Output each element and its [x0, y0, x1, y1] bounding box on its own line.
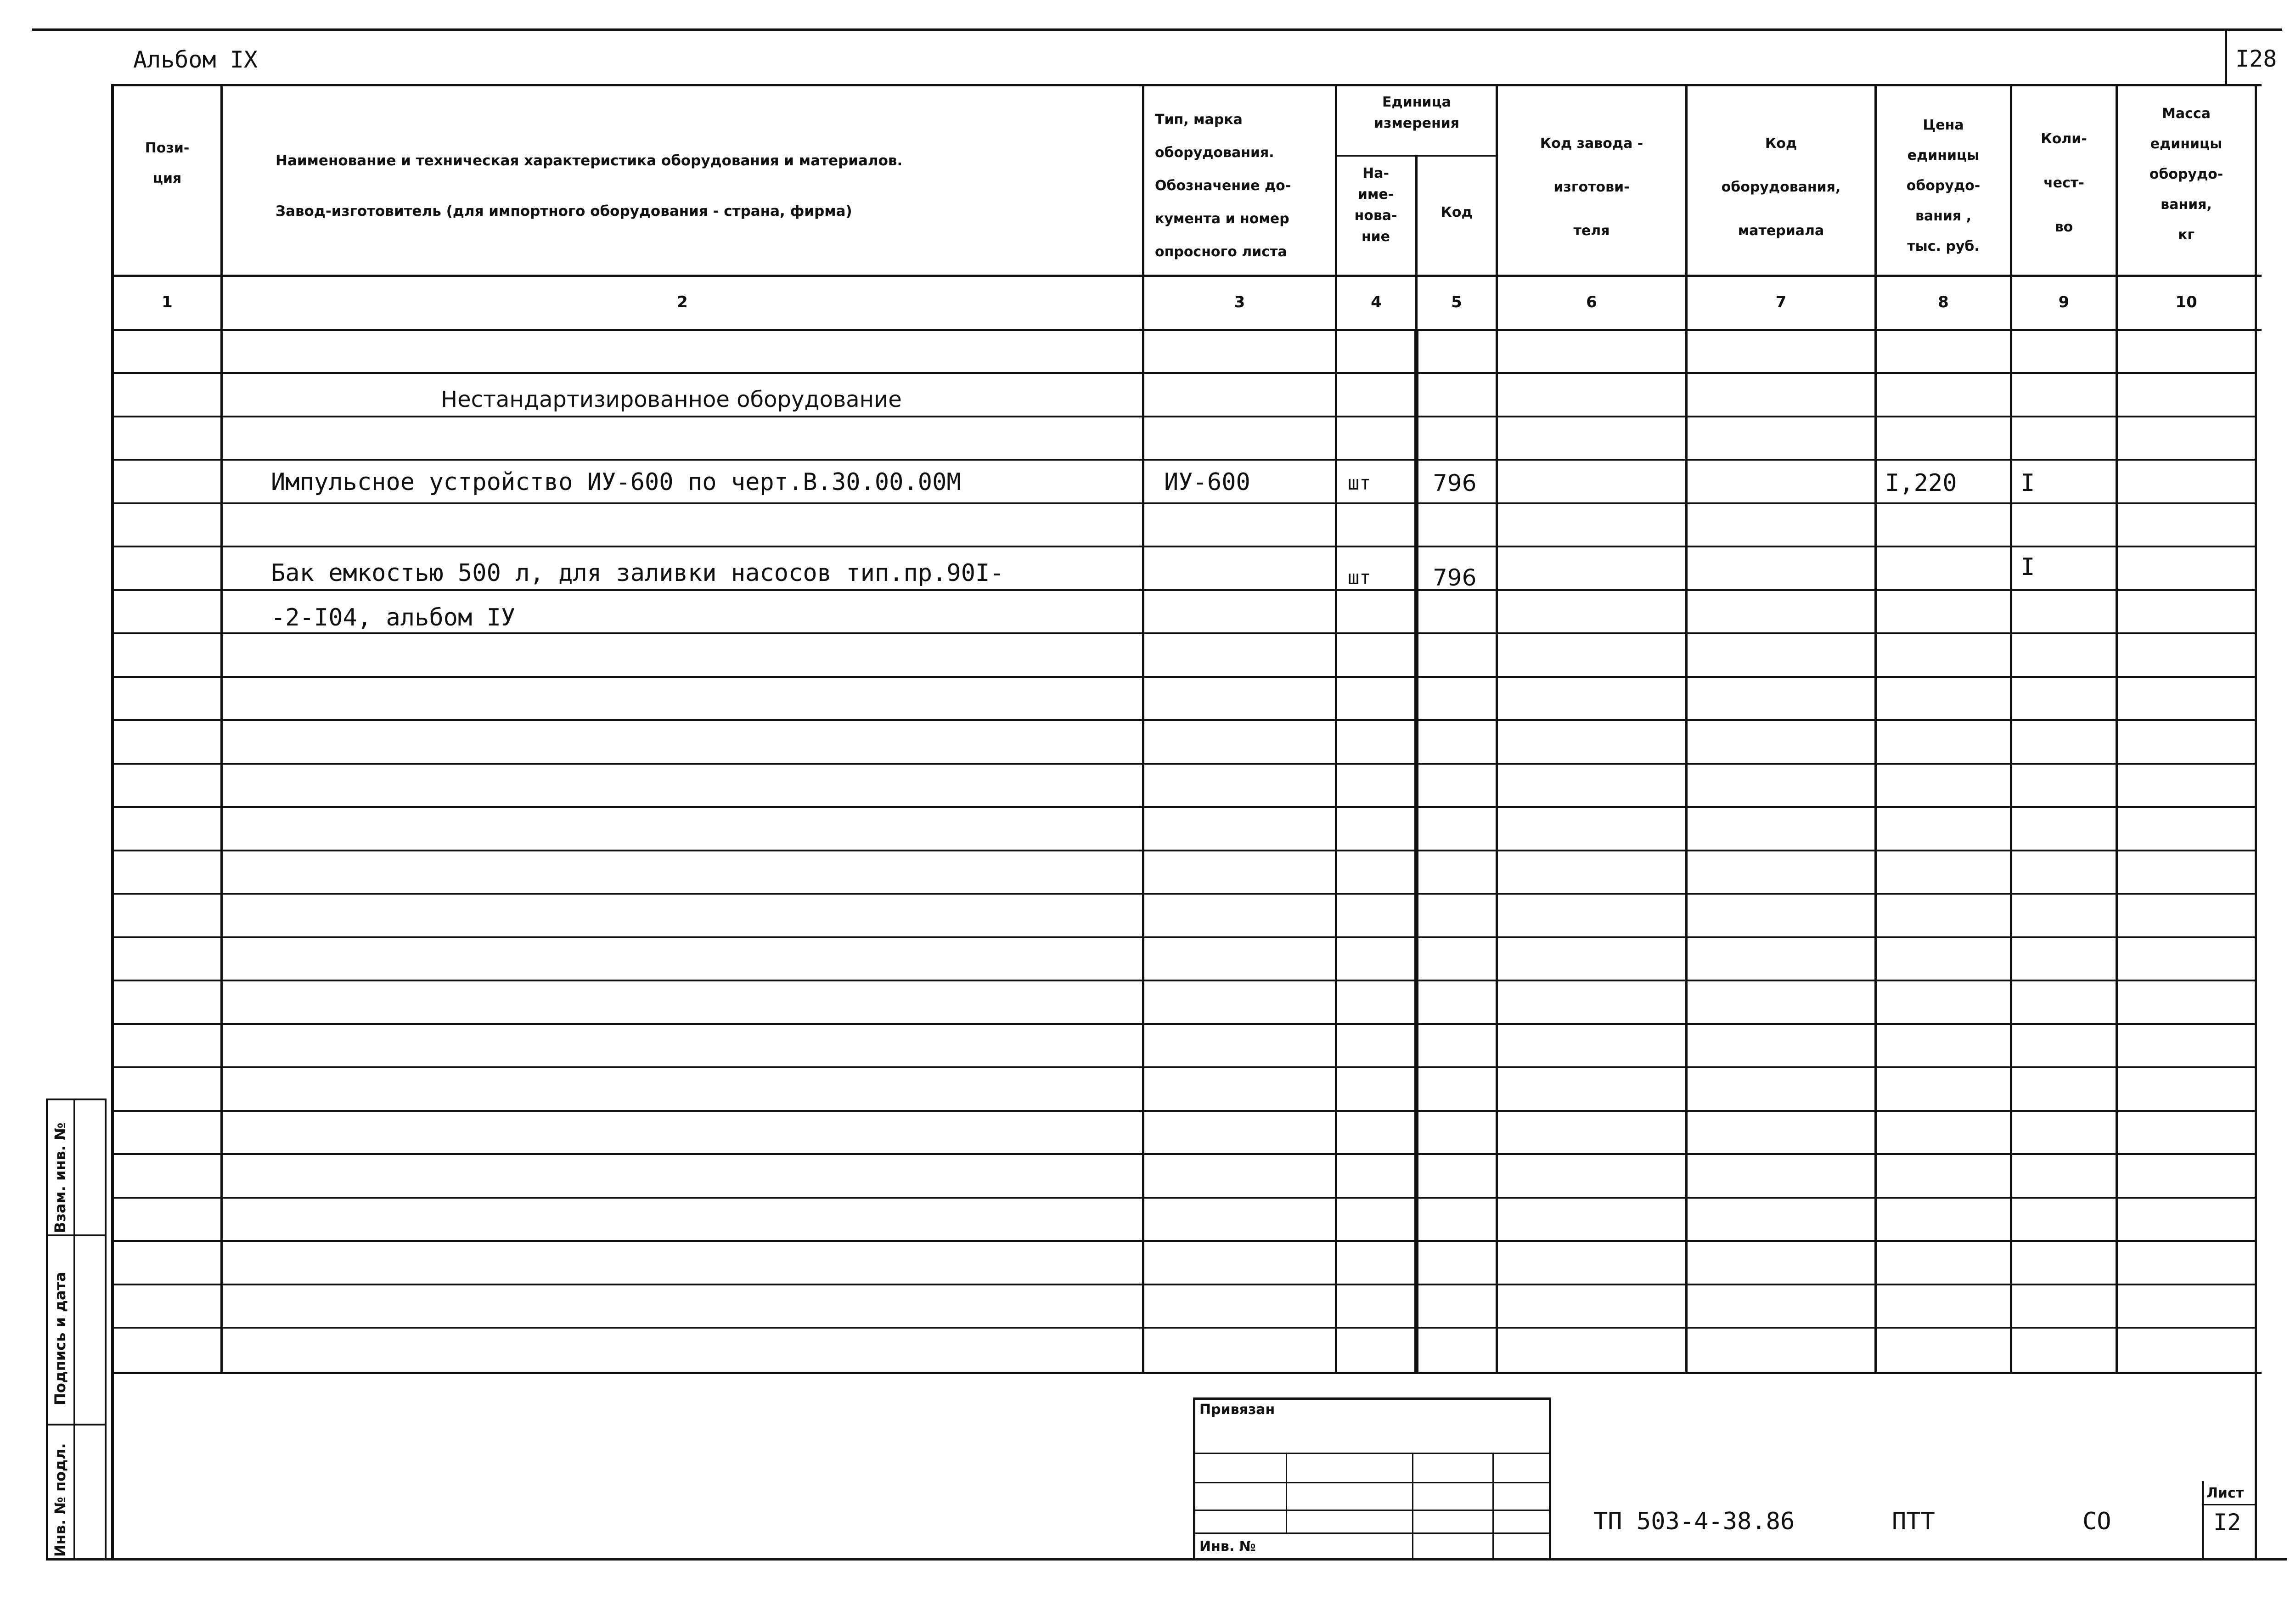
tb-box-top: [1193, 1397, 1551, 1400]
stamp-bottom-line: [46, 1558, 2287, 1561]
table-row-line: [113, 1327, 2257, 1329]
doc-code: ТП 503-4-38.86: [1593, 1508, 1795, 1535]
col-num-10: 10: [2175, 293, 2197, 311]
table-row-line: [113, 416, 2257, 417]
header-col2: Наименование и техническая характеристика оборудования и материалов. Завод-изготовитель (для импортного оборудования - страна, фирма): [276, 152, 903, 220]
col-num-9: 9: [2058, 293, 2070, 311]
table-row-line: [113, 1284, 2257, 1285]
stamp-podpis-label: Подпись и дата: [51, 1272, 69, 1405]
col-line-6: [1685, 84, 1688, 1374]
col-line-7: [1874, 84, 1877, 1374]
tb-box-left: [1193, 1397, 1195, 1561]
table-row-line: [113, 936, 2257, 938]
table-row-line: [113, 1110, 2257, 1112]
header-col7: Код оборудования, материала: [1721, 135, 1841, 239]
item1-qty: I: [2020, 469, 2035, 497]
col-num-6: 6: [1586, 293, 1597, 311]
col-num-2: 2: [677, 293, 688, 311]
sheet-label: Лист: [2206, 1485, 2244, 1501]
tb-row-1: [1193, 1453, 1551, 1454]
header-unit-group: Единица измерения: [1373, 94, 1460, 131]
col-num-7: 7: [1775, 293, 1787, 311]
tb-row-4: [1193, 1532, 1551, 1534]
tb-col-1: [1286, 1453, 1287, 1532]
section-title: Нестандартизированное оборудование: [441, 387, 902, 412]
stamp-div-1: [46, 1234, 107, 1236]
item2-qty: I: [2020, 553, 2035, 581]
table-row-line: [113, 1197, 2257, 1199]
col-line-10: [2255, 84, 2257, 1561]
top-border: [32, 28, 2282, 31]
header-col3: Тип, марка оборудования. Обозначение до- кумента и номер опросного листа: [1155, 112, 1291, 260]
doc-mark: ПТТ: [1892, 1508, 1935, 1535]
col-line-8: [2010, 84, 2012, 1374]
album-label: Альбом IX: [133, 46, 258, 73]
table-row-line: [113, 372, 2257, 374]
header-col6: Код завода - изготови- теля: [1540, 135, 1643, 239]
table-row-line: [113, 893, 2257, 895]
table-row-line: [113, 502, 2257, 504]
tb-row-2: [1193, 1482, 1551, 1483]
sheet-box-mid: [2202, 1504, 2257, 1505]
header-col9: Коли- чест- во: [2041, 131, 2087, 235]
stamp-top-line: [46, 1099, 107, 1100]
table-row-line: [113, 1153, 2257, 1155]
table-row-line: [113, 1066, 2257, 1068]
item1-type: ИУ-600: [1164, 468, 1250, 496]
col-num-4: 4: [1371, 293, 1382, 311]
col-line-9: [2116, 84, 2118, 1374]
table-row-line: [113, 459, 2257, 461]
stamp-left-line: [46, 1099, 48, 1560]
col-line-1: [220, 84, 223, 1374]
header-col1: Пози- ция: [145, 140, 190, 186]
sheet-box-left: [2202, 1481, 2204, 1559]
col-line-4b: [1414, 329, 1418, 1374]
stamp-zam-label: Взам. инв. №: [51, 1122, 69, 1233]
table-row-line: [113, 763, 2257, 765]
col-line-3: [1335, 84, 1337, 1374]
tb-row-3: [1193, 1510, 1551, 1511]
table-row-line: [113, 980, 2257, 981]
item1-price: I,220: [1885, 469, 1957, 497]
table-bottom-line: [113, 1372, 2262, 1374]
col-line-5: [1496, 84, 1498, 1374]
table-row-line: [113, 806, 2257, 808]
table-row-line: [113, 719, 2257, 721]
page-number: I28: [2235, 45, 2277, 72]
doc-sheet-code: СО: [2082, 1508, 2111, 1535]
table-row-line: [113, 676, 2257, 678]
item2-unit: шт: [1348, 566, 1371, 589]
col-num-8: 8: [1938, 293, 1949, 311]
unit-group-subline: [1335, 155, 1498, 157]
header-col5: Код: [1441, 204, 1473, 220]
header-col4: На- име- нова- ние: [1354, 165, 1397, 245]
stamp-right-line: [105, 1099, 107, 1560]
stamp-div-2: [46, 1424, 107, 1425]
sheet-number: I2: [2213, 1509, 2241, 1536]
numbers-row-bottom-line: [113, 329, 2262, 331]
header-col10: Масса единицы оборудо- вания, кг: [2149, 106, 2223, 243]
table-top-line: [113, 84, 2262, 86]
item2-name-line2: -2-I04, альбом IУ: [271, 604, 516, 631]
item2-name-line1: Бак емкостью 500 л, для заливки насосов тип.пр.90I-: [271, 559, 1004, 587]
table-row-line: [113, 632, 2257, 634]
tb-col-2: [1412, 1453, 1413, 1561]
stamp-inv-label: Инв. № подл.: [51, 1443, 69, 1557]
tb-box-right: [1549, 1397, 1551, 1561]
tb-col-3: [1492, 1453, 1494, 1561]
header-col8: Цена единицы оборудо- вания , тыс. руб.: [1906, 117, 1981, 254]
table-row-line: [113, 850, 2257, 851]
table-row-line: [113, 1240, 2257, 1242]
col-line-2: [1142, 84, 1144, 1374]
table-row-line: [113, 546, 2257, 547]
col-num-1: 1: [162, 293, 173, 311]
col-num-3: 3: [1234, 293, 1245, 311]
table-row-line: [113, 1023, 2257, 1025]
header-bottom-line: [113, 275, 2262, 277]
tb-privyazan: Привязан: [1199, 1402, 1275, 1418]
col-num-5: 5: [1451, 293, 1462, 311]
stamp-inner-line: [73, 1099, 75, 1560]
item2-code: 796: [1433, 564, 1477, 591]
table-row-line: [113, 589, 2257, 591]
item1-name: Импульсное устройство ИУ-600 по черт.В.30.00.00М: [271, 468, 961, 496]
tb-inv-no: Инв. №: [1199, 1538, 1256, 1555]
item1-code: 796: [1433, 470, 1477, 496]
page-number-box-left: [2225, 28, 2227, 85]
item1-unit: шт: [1348, 472, 1371, 494]
